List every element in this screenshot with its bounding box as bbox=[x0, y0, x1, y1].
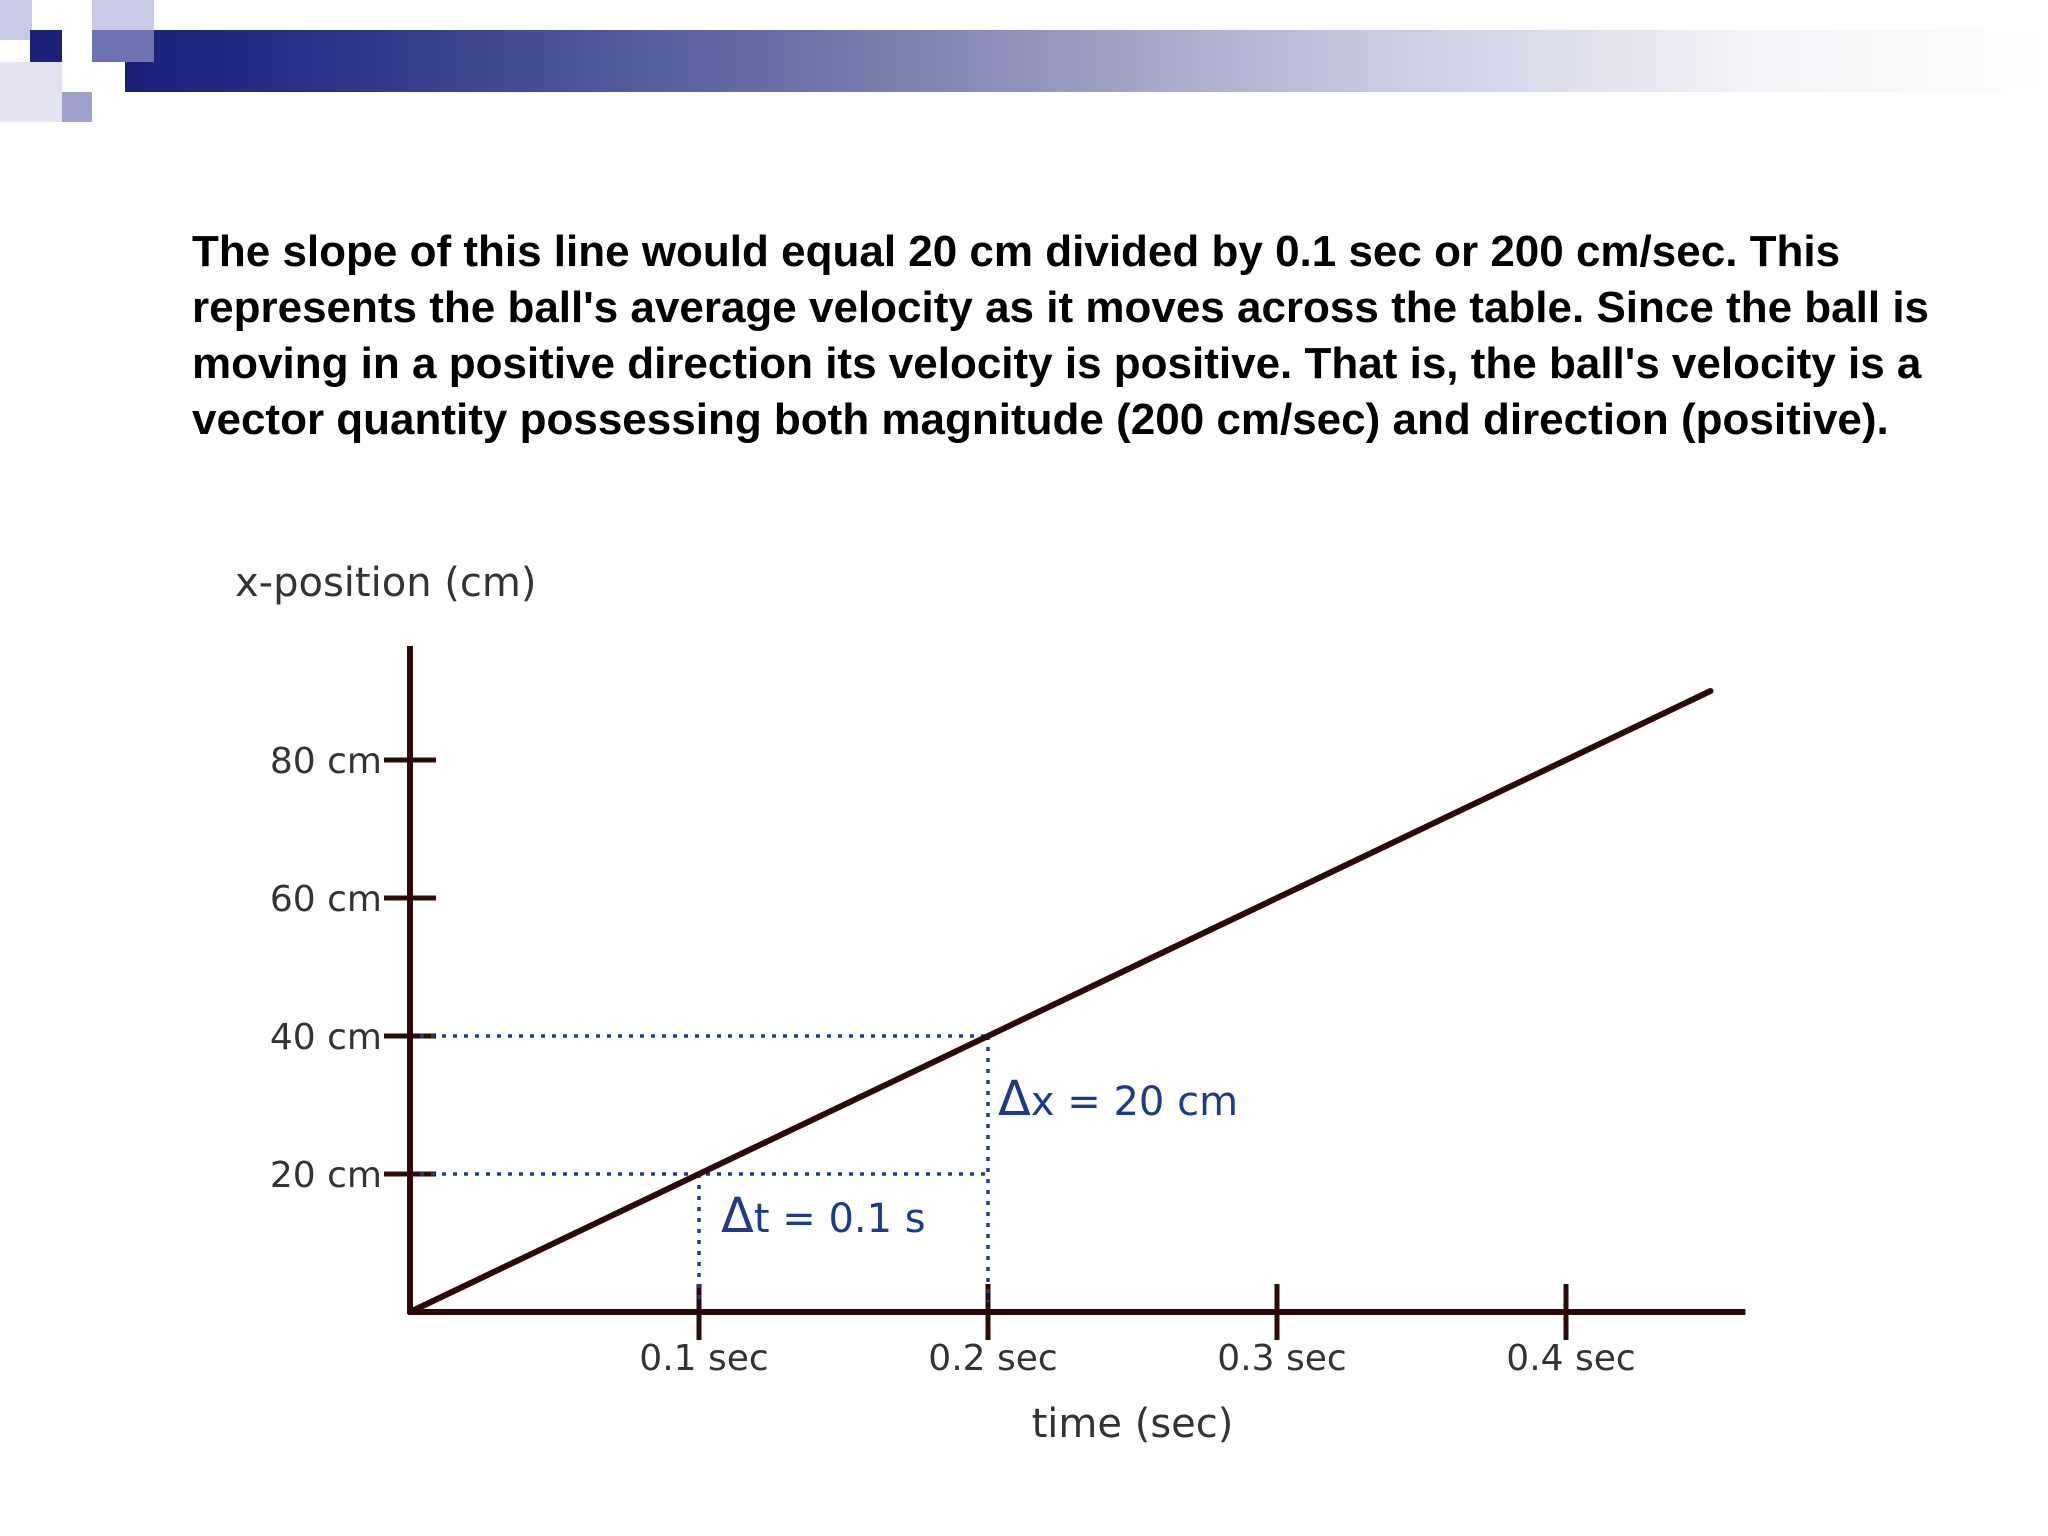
delta-t-annotation: Δt = 0.1 s bbox=[721, 1188, 926, 1244]
x-tick-label: 0.3 sec bbox=[1217, 1338, 1347, 1379]
decor-square-dark bbox=[30, 30, 62, 62]
y-tick-label: 40 cm bbox=[269, 1017, 382, 1058]
decor-square-mid bbox=[92, 30, 154, 62]
y-axis-label: x-position (cm) bbox=[235, 560, 537, 606]
position-line bbox=[410, 691, 1711, 1312]
x-tick-label: 0.4 sec bbox=[1506, 1338, 1636, 1379]
x-axis-label: time (sec) bbox=[1031, 1401, 1234, 1447]
y-tick-label: 60 cm bbox=[269, 879, 382, 920]
x-tick-label: 0.1 sec bbox=[639, 1338, 769, 1379]
decor-square-mid bbox=[62, 92, 92, 122]
decor-square-light bbox=[92, 0, 154, 30]
slide-paragraph: The slope of this line would equal 20 cm divided by 0.1 sec or 200 cm/sec. This represents the ball's average velocity as it moves across the table. Since the ball is moving in a positive direction its velocity is positive. That is, the ball's velocity is a vector quantity possessing both magnitude (200 cm/sec) and direction (positive). bbox=[192, 227, 1930, 444]
position-time-chart bbox=[200, 560, 1800, 1500]
y-tick-label: 20 cm bbox=[269, 1155, 382, 1196]
delta-x-annotation: Δx = 20 cm bbox=[998, 1071, 1239, 1127]
x-tick-label: 0.2 sec bbox=[928, 1338, 1058, 1379]
decor-square-light bbox=[0, 62, 62, 122]
y-tick-label: 80 cm bbox=[269, 741, 382, 782]
decor-square-light bbox=[0, 0, 32, 40]
header-gradient-bar bbox=[125, 30, 2048, 92]
